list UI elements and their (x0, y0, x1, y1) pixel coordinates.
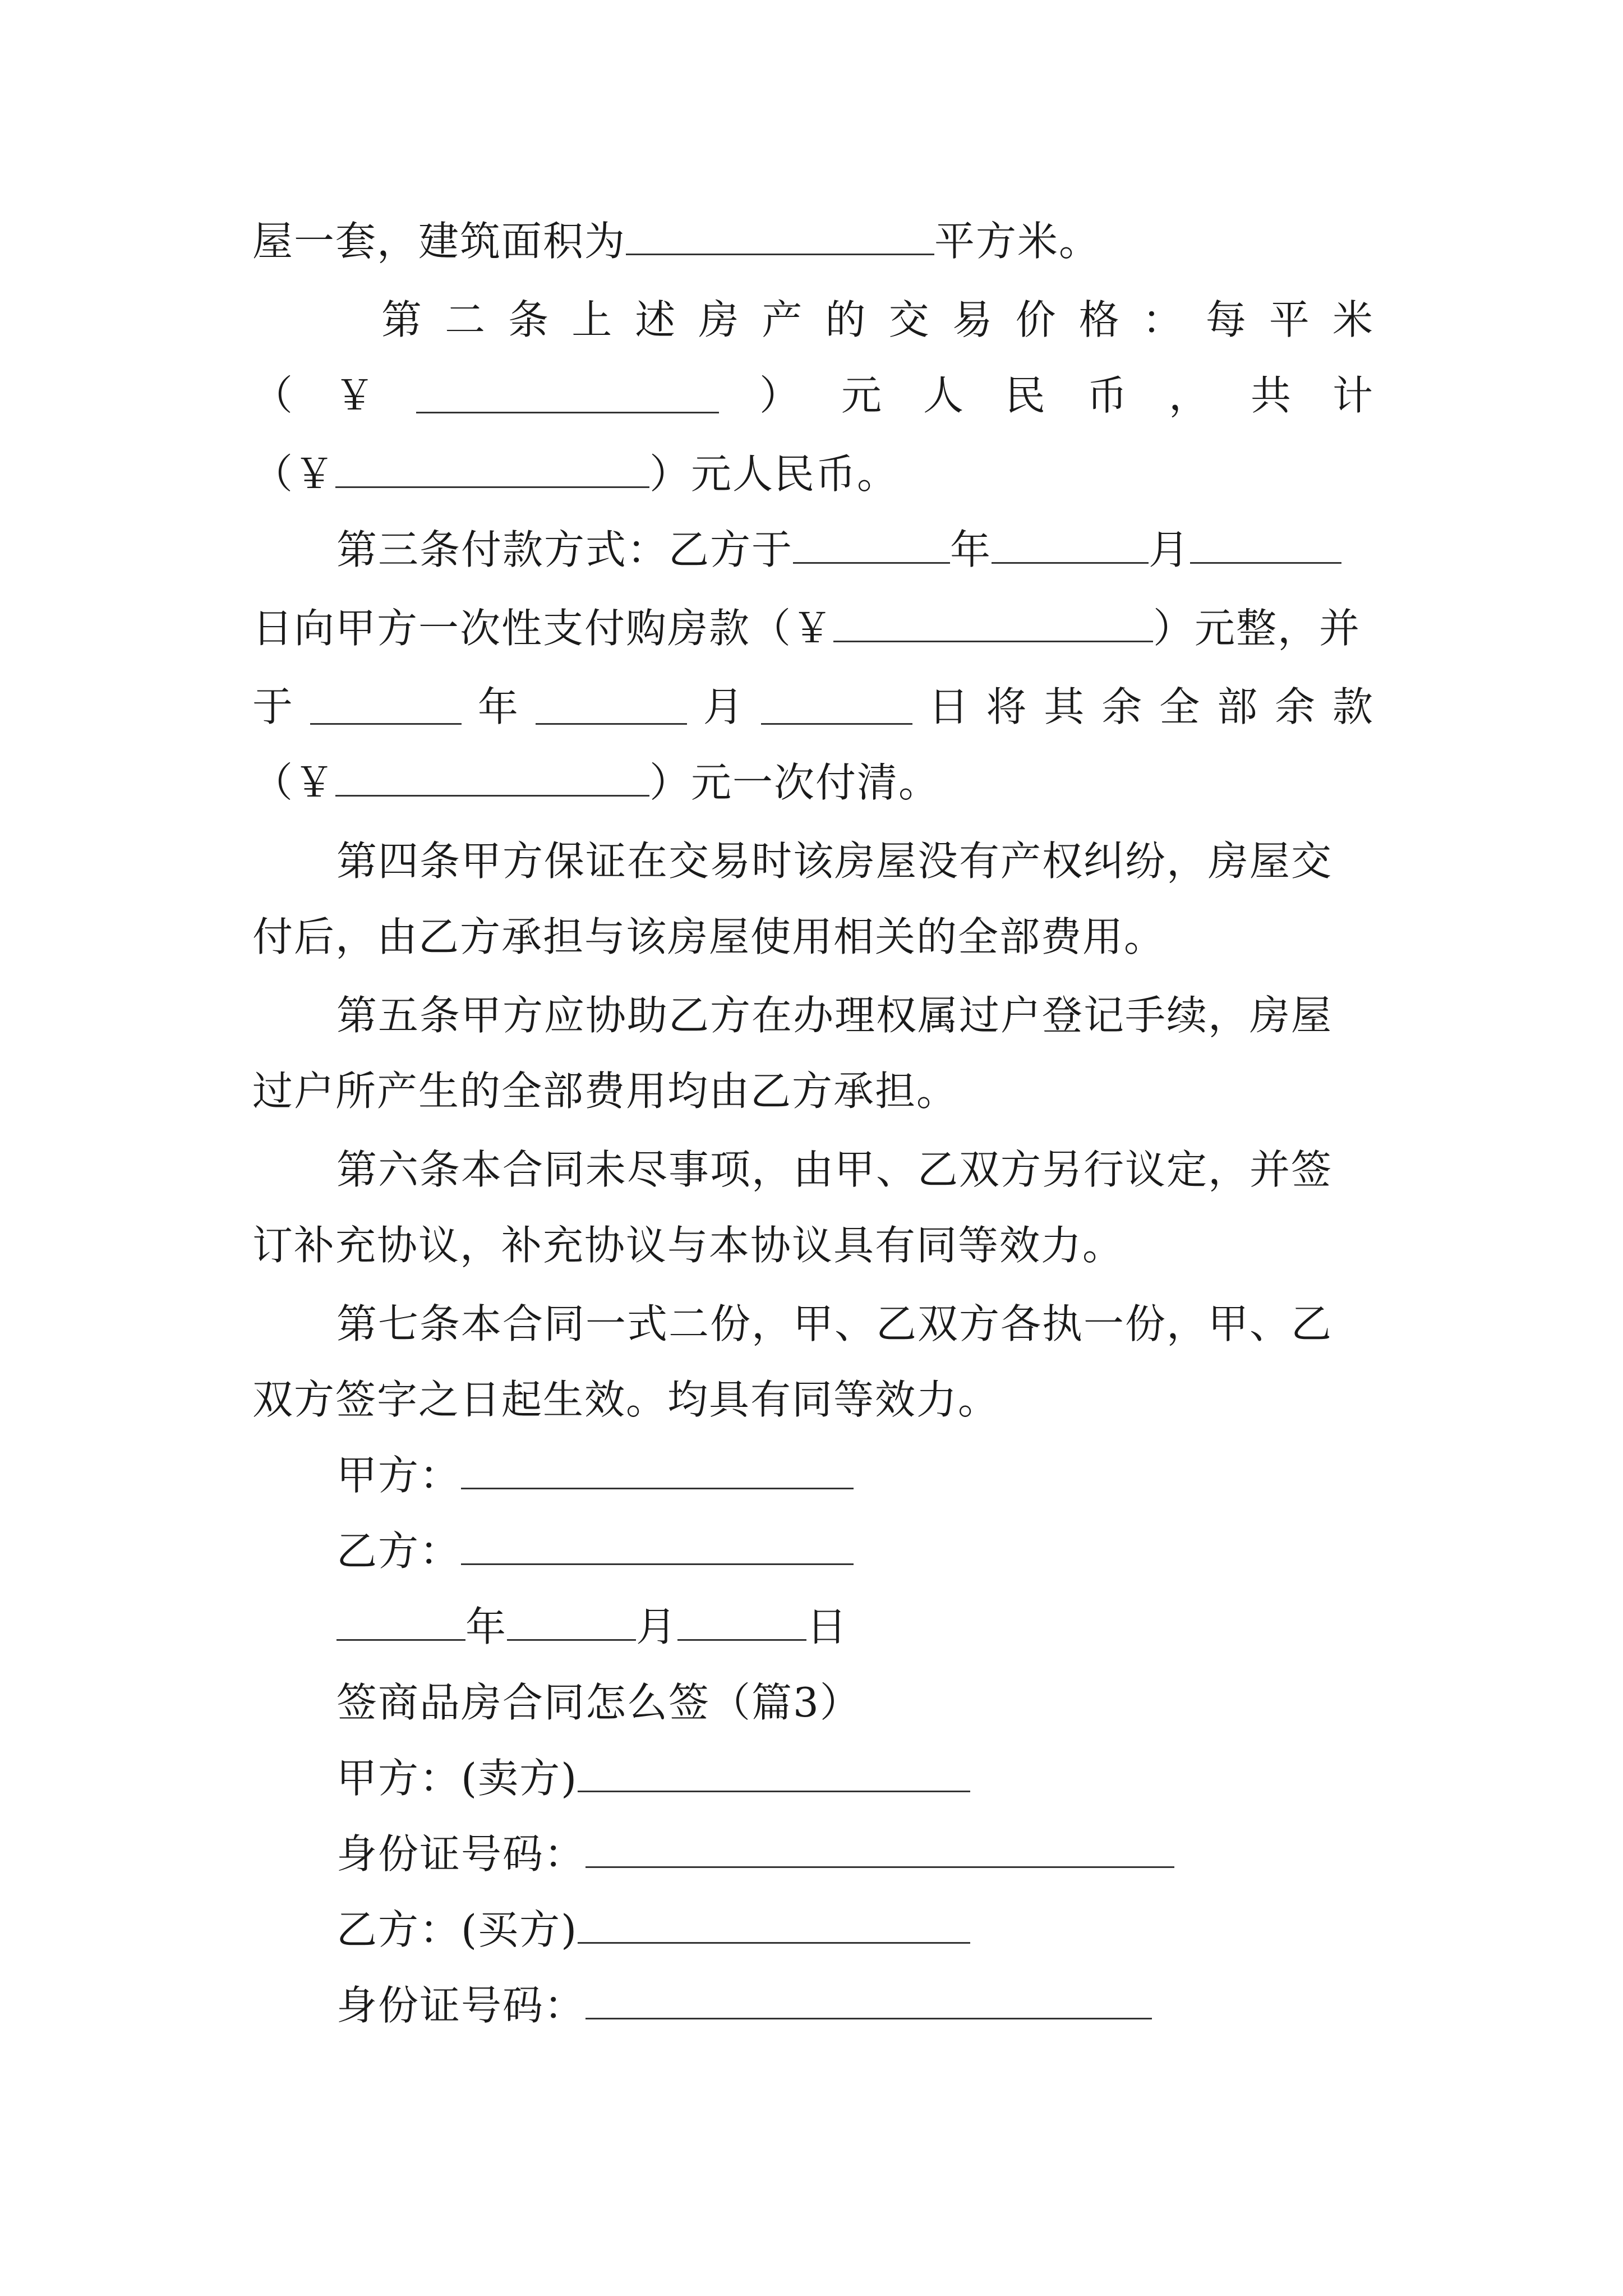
text: 月 (636, 1603, 678, 1650)
text: ） (759, 372, 801, 419)
buyer-blank (578, 1908, 970, 1944)
char: ： (1142, 296, 1184, 343)
seller-line (336, 1750, 970, 1806)
sign-date (336, 1599, 848, 1655)
clause-5-line-2: 过户所产生的全部费用均由乙方承担。 (252, 1068, 958, 1115)
text: 月 (1149, 526, 1191, 573)
char: 将 (986, 683, 1028, 730)
char: 部 (1217, 683, 1259, 730)
text: 日 (806, 1603, 849, 1650)
char: 平 (1269, 296, 1311, 343)
party-b-blank (461, 1530, 854, 1565)
char: 条 (508, 296, 550, 343)
text: （ (252, 372, 294, 419)
balance-amount-line (252, 754, 940, 811)
clause-7-line-2: 双方签字之日起生效。均具有同等效力。 (252, 1376, 1000, 1423)
price-blank (416, 378, 719, 413)
char: 房 (698, 296, 740, 343)
text: 乙方：(买方) (336, 1906, 578, 1953)
clause-6-line-1: 第六条本合同未尽事项，由甲、乙双方另行议定，并签 (336, 1146, 1333, 1193)
payment-line (336, 522, 1341, 578)
section-title: 签商品房合同怎么签（篇3） (336, 1679, 861, 1726)
party-b-signature (336, 1523, 854, 1579)
buyer-line (336, 1902, 970, 1958)
year-blank (310, 689, 462, 725)
text: 年 (477, 683, 519, 730)
text: 于 (252, 683, 294, 730)
seller-id-line (336, 1826, 1174, 1882)
party-a-signature (336, 1447, 854, 1503)
text: 年 (950, 526, 992, 573)
month-blank (992, 528, 1149, 564)
char: 余 (1275, 683, 1317, 730)
char: 每 (1205, 296, 1247, 343)
month-blank (507, 1605, 636, 1641)
text: ， (1168, 372, 1210, 419)
char: 交 (888, 296, 930, 343)
text: 币 (1086, 372, 1128, 419)
char: 产 (762, 296, 804, 343)
text: 身份证号码： (336, 1830, 586, 1878)
char: 格 (1078, 296, 1121, 343)
char: 米 (1332, 296, 1374, 343)
area-blank (626, 220, 934, 255)
balance-date-line (252, 679, 1374, 735)
char: 易 (952, 296, 994, 343)
text: 第三条付款方式：乙方于 (336, 526, 794, 573)
payment-line-2 (252, 600, 1361, 656)
text: ）元一次付清。 (649, 759, 940, 806)
clause-4-line-2: 付后，由乙方承担与该房屋使用相关的全部费用。 (252, 913, 1166, 960)
price-line (252, 367, 1374, 424)
buyer-id-line (336, 1977, 1152, 2033)
char: 其 (1044, 683, 1086, 730)
text: 年 (465, 1603, 508, 1650)
text: 日向甲方一次性支付购房款（￥ (252, 605, 834, 652)
text: 月 (703, 683, 745, 730)
clause-5-line-1: 第五条甲方应协助乙方在办理权属过户登记手续，房屋 (336, 992, 1333, 1039)
char: 日 (928, 683, 970, 730)
text: 乙方： (336, 1527, 462, 1575)
text: 元 (841, 372, 883, 419)
total-blank (335, 453, 649, 488)
char: 上 (571, 296, 614, 343)
seller-id-blank (585, 1833, 1174, 1868)
char: 全 (1159, 683, 1201, 730)
text: 甲方：(卖方) (336, 1755, 578, 1802)
text: ）元整，并 (1153, 605, 1361, 652)
text: 民 (1004, 372, 1046, 419)
total-line (252, 446, 898, 502)
day-blank (761, 689, 912, 725)
char: 述 (635, 296, 677, 343)
seller-blank (578, 1757, 970, 1792)
clause-4-line-1: 第四条甲方保证在交易时该房屋没有产权纠纷，房屋交 (336, 838, 1333, 885)
text: （￥ (252, 450, 336, 498)
clause-6-line-2: 订补充协议，补充协议与本协议具有同等效力。 (252, 1222, 1124, 1269)
amount-blank (833, 607, 1153, 642)
month-blank (536, 689, 687, 725)
buyer-id-blank (585, 1984, 1152, 2019)
year-blank (336, 1605, 465, 1641)
text: （￥ (252, 759, 336, 806)
text: ￥ (334, 372, 376, 419)
char: 款 (1332, 683, 1374, 730)
balance-blank (335, 761, 649, 797)
year-blank (793, 528, 950, 564)
char: 二 (445, 296, 487, 343)
text: 人 (923, 372, 965, 419)
char: 第 (381, 296, 423, 343)
char: 余 (1101, 683, 1144, 730)
text: 身份证号码： (336, 1982, 586, 2029)
area-line (252, 213, 1100, 269)
day-blank (1190, 528, 1341, 564)
clause-7-line-1: 第七条本合同一式二份，甲、乙双方各执一份，甲、乙 (336, 1300, 1333, 1347)
char: 价 (1015, 296, 1057, 343)
text: 甲方： (336, 1452, 462, 1499)
char: 的 (825, 296, 867, 343)
clause-2-heading (381, 292, 1374, 348)
text: 计 (1332, 372, 1374, 419)
text: 平方米。 (934, 218, 1101, 265)
text: ）元人民币。 (649, 450, 899, 498)
party-a-blank (461, 1454, 854, 1489)
day-blank (677, 1605, 806, 1641)
text: 共 (1250, 372, 1292, 419)
text: 屋一套，建筑面积为 (252, 218, 626, 265)
